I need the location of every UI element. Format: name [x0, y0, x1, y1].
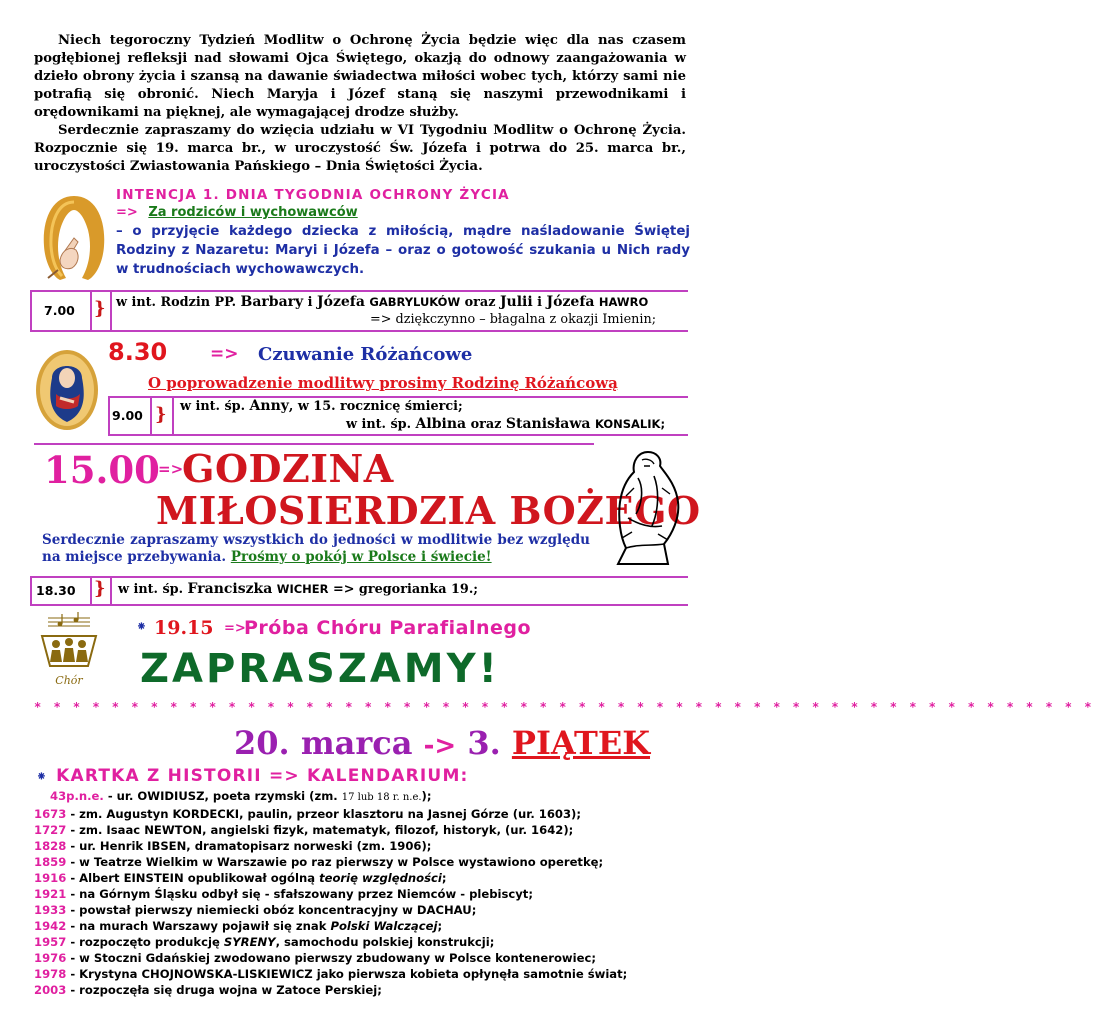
mass-text: , w 15. rocznicę śmierci;: [288, 399, 463, 414]
choir-title: Próba Chóru Parafialnego: [244, 617, 532, 639]
list-item: [34, 966, 694, 982]
invitation-headline: ZAPRASZAMY!: [140, 646, 500, 692]
history-text: - Krystyna CHOJNOWSKA-LISKIEWICZ jako pierwsza kobieta opłynęła samotnie świat;: [66, 967, 628, 981]
mass-text: HAWRO: [598, 295, 649, 309]
history-year: 1673: [34, 807, 67, 821]
mass-text: Albina: [415, 416, 467, 432]
history-year: 1957: [34, 935, 67, 949]
history-text: - w Teatrze Wielkim w Warszawie po raz pierwszy w Polsce wystawiono operetkę;: [66, 855, 604, 869]
intention-subtitle-text: Za rodziców i wychowawców: [148, 205, 358, 220]
mass-text: w int. śp.: [118, 582, 184, 597]
history-year: 43: [50, 789, 67, 803]
history-text: - zm. Augustyn KORDECKI, paulin, przeor klasztoru na Jasnej Górze (ur. 1603);: [66, 807, 581, 821]
divider: [110, 576, 112, 606]
mass-text: Barbary: [240, 294, 304, 310]
mass-time-700: 7.00: [44, 303, 75, 318]
history-text: - Albert EINSTEIN opublikował ogólną: [66, 871, 320, 885]
list-item: [34, 950, 694, 966]
intro-paragraph-2: Serdecznie zapraszamy do wzięcia udziału w VI Tygodniu Modlitw o Ochronę Życia. Rozpocznie się 19. marca br., w uroczystość Św. Józefa i potrwa do 25. marca br., uroczystości Zwiastowania Pańskiego – Dnia Świętości Życia.: [34, 123, 686, 174]
history-year: 1978: [34, 967, 67, 981]
divider: [90, 576, 92, 606]
arrow: =>: [158, 460, 184, 478]
mass-text: w int. Rodzin PP.: [116, 295, 237, 310]
history-year: 1942: [34, 919, 67, 933]
divider: [30, 330, 688, 332]
mass-900-line1: [180, 397, 463, 416]
brace: }: [94, 298, 106, 319]
mass-text: i: [537, 295, 543, 310]
divider: [30, 604, 688, 606]
history-text: );: [421, 789, 432, 803]
history-text: teorię względności: [319, 871, 442, 885]
mass-700-intention: [116, 293, 648, 312]
divider: [108, 434, 688, 436]
choir-time: 19.15: [154, 617, 214, 639]
mass-time-1830: 18.30: [36, 583, 76, 598]
history-text: SYRENY: [223, 935, 276, 949]
list-item: [34, 982, 694, 998]
calendar-heading: [36, 766, 469, 786]
intention-section: [30, 186, 690, 286]
divider: [30, 290, 688, 292]
list-item: [34, 854, 694, 870]
history-text: - na Górnym Śląsku odbył się - sfałszowany przez Niemców - plebiscyt;: [66, 887, 533, 901]
brace: }: [155, 404, 167, 425]
history-year: 1859: [34, 855, 67, 869]
mass-text: oraz: [470, 417, 502, 432]
divider: [172, 396, 174, 436]
intro-text: [34, 32, 686, 176]
mass-text: i: [307, 295, 313, 310]
list-item: [34, 838, 694, 854]
history-text: Polski Walczącej: [330, 919, 438, 933]
mercy-time: 15.00: [44, 448, 160, 492]
choir-caption: Chór: [55, 674, 83, 687]
list-item: [34, 822, 694, 838]
history-text: ;: [437, 919, 443, 933]
intro-paragraph-1: Niech tegoroczny Tydzień Modlitw o Ochronę Życia będzie więc dla nas czasem pogłębionej refleksji nad słowami Ojca Świętego, okazją do odnowy zaangażowania w dzieło obrony życia i szansą na dawanie świadectwa miłości wobec tych, którzy sami nie potrafią się obronić. Niech Maryja i Józef staną się naszymi przewodnikami i orędownikami na pięknej, ale wymagającej drodze służby.: [34, 33, 686, 120]
mass-time-900: 9.00: [112, 408, 143, 423]
list-item: [34, 918, 694, 934]
history-year: 1828: [34, 839, 67, 853]
mass-text: => gregorianka 19.;: [333, 582, 479, 597]
mass-text: oraz: [464, 295, 496, 310]
rosary-note: O poprowadzenie modlitwy prosimy Rodzinę Różańcową: [148, 374, 618, 392]
history-year: 1933: [34, 903, 67, 917]
history-year: 2003: [34, 983, 67, 997]
history-text: - na murach Warszawy pojawił się znak: [66, 919, 331, 933]
arrow: =>: [224, 621, 246, 636]
mass-text: KONSALIK;: [594, 417, 666, 431]
history-text: ;: [441, 871, 447, 885]
history-year-suffix: p.n.e.: [66, 789, 104, 803]
history-year: 1727: [34, 823, 67, 837]
praying-hands-icon: [34, 190, 114, 282]
mass-text: w int. śp.: [346, 417, 412, 432]
intention-body: – o przyjęcie każdego dziecka z miłością, mądre naśladowanie Świętej Rodziny z Nazaretu: Maryi i Józefa – oraz o gotowość szukania u Nich rady w trudnościach wychowawczych.: [116, 224, 690, 277]
list-item: [34, 870, 694, 886]
history-year: 1976: [34, 951, 67, 965]
brace: }: [94, 578, 106, 599]
history-list: [34, 788, 694, 998]
history-text: - ur. OWIDIUSZ, poeta rzymski (zm.: [103, 789, 342, 803]
history-text: - powstał pierwszy niemiecki obóz koncentracyjny w DACHAU;: [66, 903, 477, 917]
mercy-image-icon: [598, 448, 688, 568]
rosary-time: 8.30: [108, 338, 168, 366]
mercy-title-2: MIŁOSIERDZIA BOŻEGO: [156, 488, 701, 533]
history-text: 17 lub 18 r. n.e.: [341, 792, 422, 803]
history-text: - rozpoczęła się druga wojna w Zatoce Perskiej;: [66, 983, 382, 997]
history-year: 1921: [34, 887, 67, 901]
mass-text: Józefa: [546, 294, 595, 310]
date-number: 3.: [467, 724, 501, 762]
list-item: [34, 934, 694, 950]
history-text: - ur. Henrik IBSEN, dramatopisarz norweski (zm. 1906);: [66, 839, 432, 853]
mass-text: Józefa: [316, 294, 365, 310]
calendar-title: KARTKA Z HISTORII => KALENDARIUM:: [56, 766, 469, 786]
divider: [108, 396, 110, 436]
mass-text: Franciszka: [187, 581, 273, 597]
arrow: ->: [423, 731, 457, 761]
list-item: [34, 806, 694, 822]
madonna-icon: [34, 348, 100, 432]
list-item: [34, 886, 694, 902]
divider: [34, 443, 594, 445]
star-divider: * * * * * * * * * * * * * * * * * * * * * * * * * * * * * * * * * * * * * * * * * * * * * * * * * * * * * * *: [34, 700, 1094, 714]
divider: [30, 290, 32, 332]
mass-text: WICHER: [276, 582, 329, 596]
mass-text: Stanisława: [505, 416, 591, 432]
mass-700-note: => dziękczynno – błagalna z okazji Imienin;: [370, 312, 657, 327]
mercy-invitation: [42, 532, 590, 566]
mass-text: w int. śp.: [180, 399, 246, 414]
date-day: 20. marca: [234, 724, 413, 762]
bullet-icon: ⁕: [36, 770, 49, 785]
arrow: =>: [210, 344, 239, 364]
divider: [30, 576, 32, 606]
intention-title: INTENCJA 1. DNIA TYGODNIA OCHRONY ŻYCIA: [116, 187, 510, 203]
mass-text: Anny: [249, 398, 289, 414]
mass-text: GABRYLUKÓW: [369, 295, 461, 309]
date-weekday: PIĄTEK: [511, 724, 651, 762]
date-heading: [234, 724, 650, 762]
mass-text: Julii: [499, 294, 533, 310]
mass-900-line2: [346, 415, 665, 434]
choir-icon: [38, 612, 100, 688]
list-item: [34, 902, 694, 918]
history-year: 1916: [34, 871, 67, 885]
arrow: =>: [116, 205, 138, 220]
history-text: - rozpoczęto produkcję: [66, 935, 224, 949]
intention-subtitle: [116, 205, 358, 220]
divider: [110, 290, 112, 332]
divider: [150, 396, 152, 436]
list-item: [34, 788, 694, 806]
mercy-invite-text: Serdecznie zapraszamy wszystkich do jedności w modlitwie bez względu na miejsce przebywania.: [42, 532, 590, 565]
divider: [30, 576, 688, 578]
mercy-invite-peace: Prośmy o pokój w Polsce i świecie!: [230, 549, 492, 565]
history-text: - w Stoczni Gdańskiej zwodowano pierwszy zbudowany w Polsce kontenerowiec;: [66, 951, 596, 965]
divider: [90, 290, 92, 332]
mass-1830-intention: [118, 580, 478, 599]
bullet-icon: ⁕: [136, 620, 147, 635]
mercy-title-1: GODZINA: [182, 446, 394, 491]
history-text: - zm. Isaac NEWTON, angielski fizyk, matematyk, filozof, historyk, (ur. 1642);: [66, 823, 574, 837]
history-text: , samochodu polskiej konstrukcji;: [275, 935, 495, 949]
rosary-title: Czuwanie Różańcowe: [258, 344, 473, 365]
